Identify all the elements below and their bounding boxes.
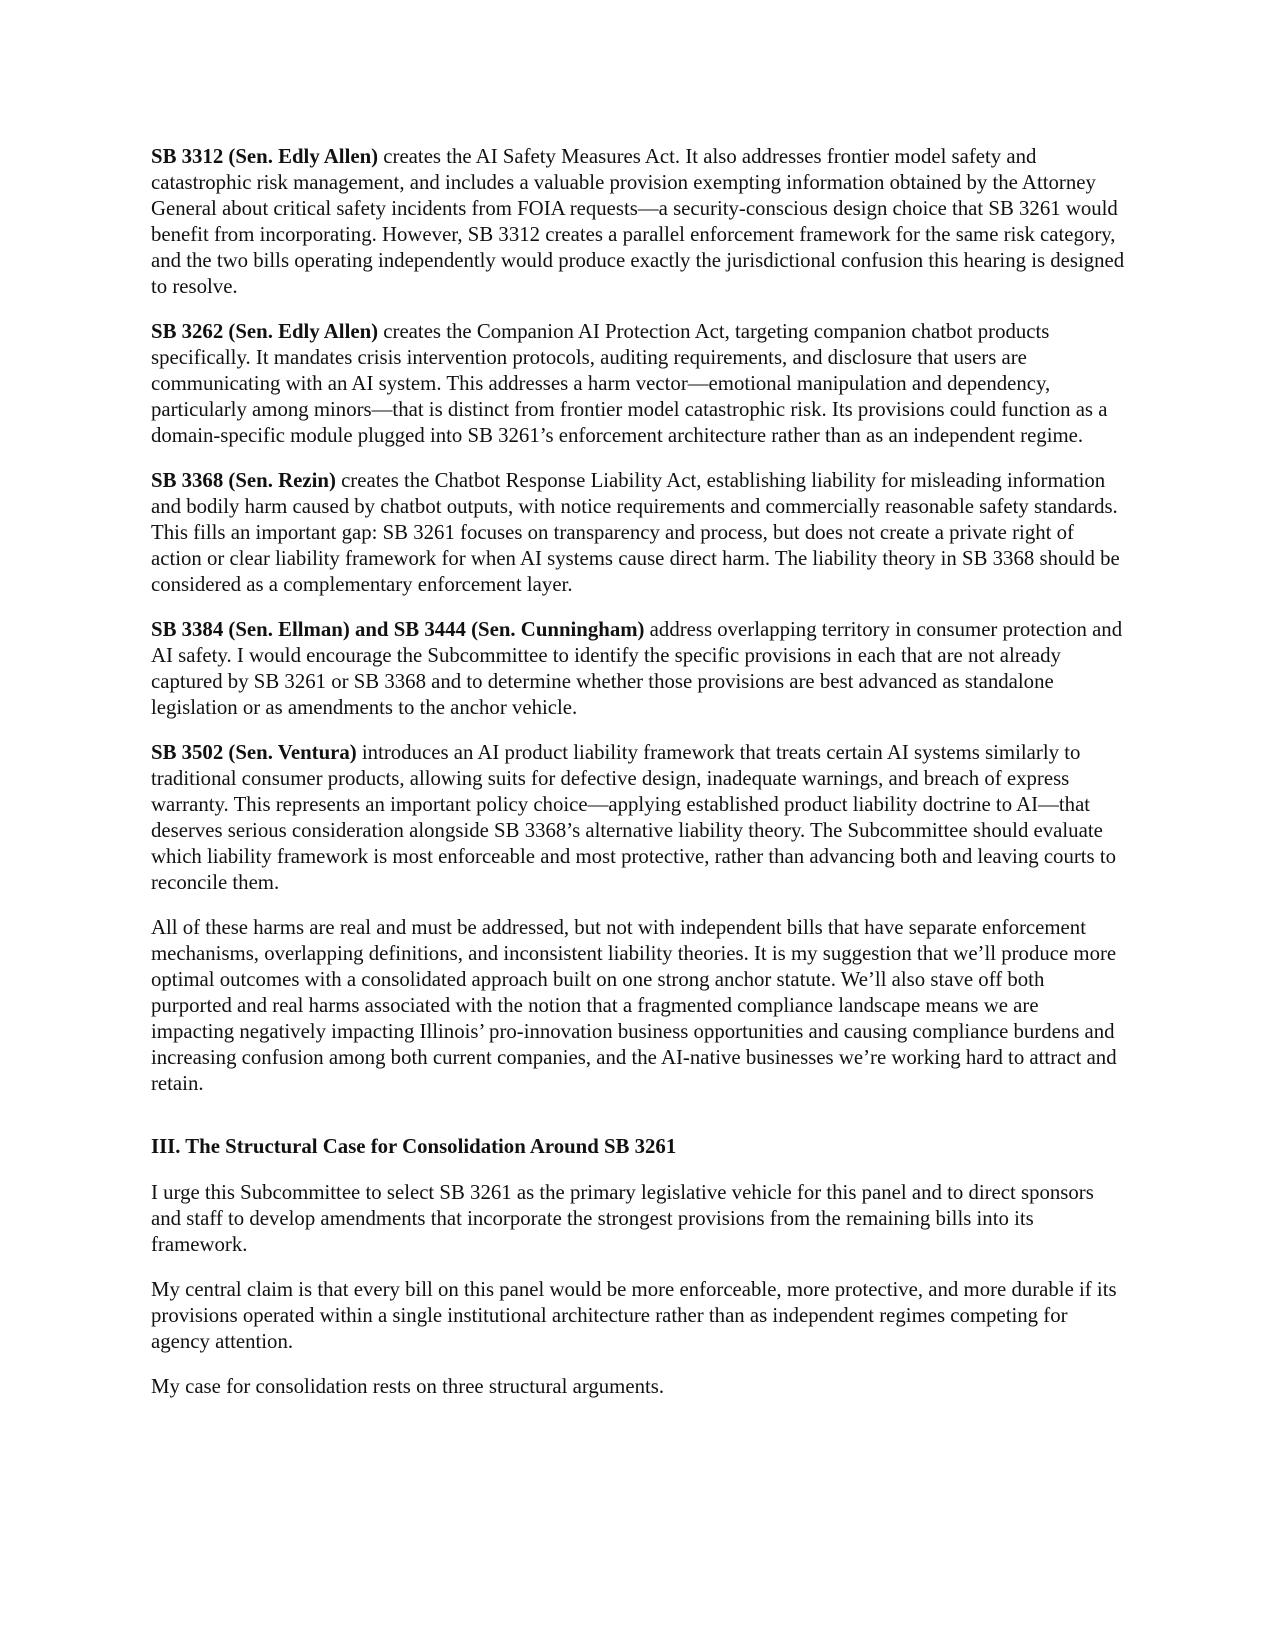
paragraph-text: introduces an AI product liability framework that treats certain AI systems similarly to traditional consumer products, allowing suits for defective design, inadequate warnings, and breach of express warranty. This represents an important policy choice—applying established product liability doctrine to AI—that deserves serious consideration alongside SB 3368’s alternative liability theory. The Subcommittee should evaluate which liability framework is most enforceable and most protective, rather than advancing both and leaving courts to reconcile them. — [151, 741, 1117, 894]
bill-lead: SB 3312 (Sen. Edly Allen) — [151, 145, 379, 168]
paragraph-text: creates the Companion AI Protection Act, targeting companion chatbot products specifically. It mandates crisis intervention protocols, auditing requirements, and disclosure that users are communicating with an AI system. This addresses a harm vector—emotional manipulation and dependency, particularly among minors—that is distinct from frontier model catastrophic risk. Its provisions could function as a domain-specific module plugged into SB 3261’s enforcement architecture rather than as an independent regime. — [151, 320, 1108, 447]
paragraph-sb3312 — [151, 144, 1126, 300]
section-heading: III. The Structural Case for Consolidation Around SB 3261 — [151, 1135, 677, 1158]
bill-lead: SB 3502 (Sen. Ventura) — [151, 741, 357, 764]
bill-lead: SB 3368 (Sen. Rezin) — [151, 469, 336, 492]
paragraph-urge: I urge this Subcommittee to select SB 3261 as the primary legislative vehicle for this panel and to direct sponsors and staff to develop amendments that incorporate the strongest provisions from the remaining bills into its framework. — [151, 1181, 1094, 1256]
document-page — [151, 144, 1126, 1419]
paragraph-text: All of these harms are real and must be addressed, but not with independent bills that have separate enforcement mechanisms, overlapping definitions, and inconsistent liability theories. It is my suggestion that we’ll produce more optimal outcomes with a consolidated approach built on one strong anchor statute. We’ll also stave off both purported and real harms associated with the notion that a fragmented compliance landscape means we are impacting negatively impacting Illinois’ pro-innovation business opportunities and causing compliance burdens and increasing confusion among both current companies, and the AI-native businesses we’re working hard to attract and retain. — [151, 916, 1117, 1095]
paragraph-text: address overlapping territory in consumer protection and AI safety. I would encourage the Subcommittee to identify the specific provisions in each that are not already captured by SB 3261 or SB 3368 and to determine whether those provisions are best advanced as standalone legislation or as amendments to the anchor vehicle. — [151, 618, 1123, 719]
paragraph-sb3262 — [151, 319, 1126, 449]
paragraph-sb3384-sb3444 — [151, 617, 1126, 721]
paragraph-case: My case for consolidation rests on three structural arguments. — [151, 1375, 665, 1398]
paragraph-summary — [151, 915, 1126, 1097]
paragraph-text: creates the AI Safety Measures Act. It also addresses frontier model safety and catastrophic risk management, and includes a valuable provision exempting information obtained by the Attorney General about critical safety incidents from FOIA requests—a security-conscious design choice that SB 3261 would benefit from incorporating. However, SB 3312 creates a parallel enforcement framework for the same risk category, and the two bills operating independently would produce exactly the jurisdictional confusion this hearing is designed to resolve. — [151, 145, 1125, 298]
bill-lead: SB 3384 (Sen. Ellman) and SB 3444 (Sen. Cunningham) — [151, 618, 645, 641]
paragraph-sb3502 — [151, 740, 1126, 896]
bill-lead: SB 3262 (Sen. Edly Allen) — [151, 320, 379, 343]
paragraph-sb3368 — [151, 468, 1126, 598]
paragraph-central-claim: My central claim is that every bill on this panel would be more enforceable, more protective, and more durable if its provisions operated within a single institutional architecture rather than as independent regimes competing for agency attention. — [151, 1278, 1117, 1353]
paragraph-text: creates the Chatbot Response Liability Act, establishing liability for misleading information and bodily harm caused by chatbot outputs, with notice requirements and commercially reasonable safety standards. This fills an important gap: SB 3261 focuses on transparency and process, but does not create a private right of action or clear liability framework for when AI systems cause direct harm. The liability theory in SB 3368 should be considered as a complementary enforcement layer. — [151, 469, 1120, 596]
